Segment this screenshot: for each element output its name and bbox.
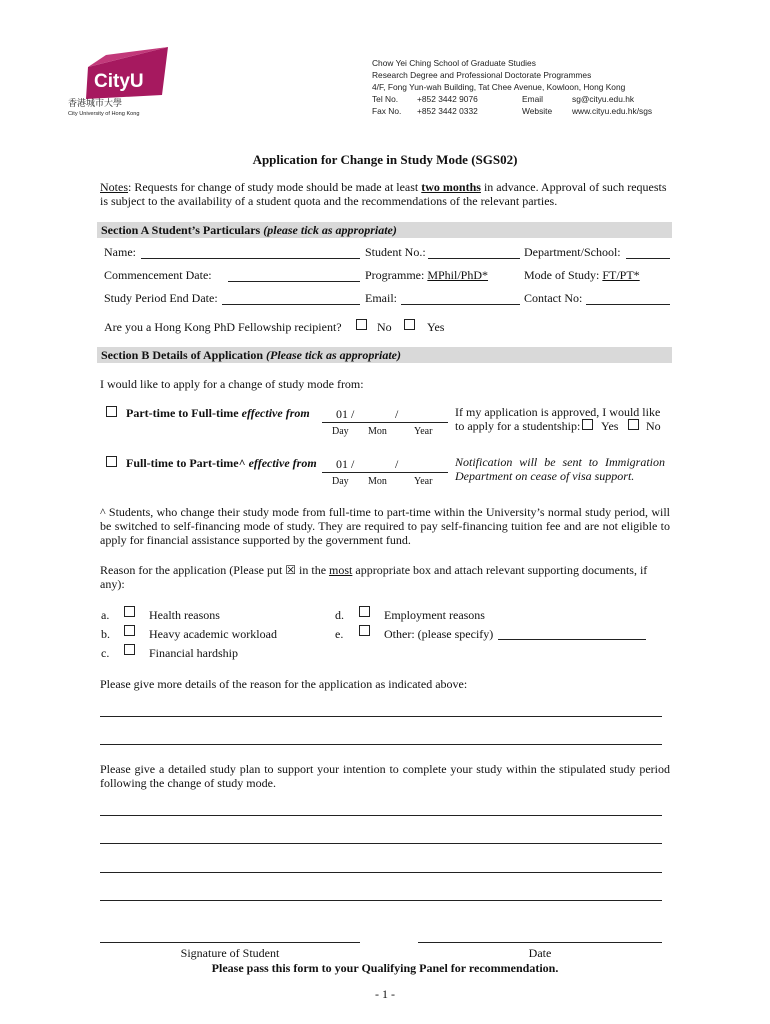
fellowship-yes-label: Yes bbox=[427, 320, 445, 334]
details-line-2[interactable] bbox=[100, 744, 662, 745]
reason-prompt-emphasis: most bbox=[329, 563, 353, 577]
school-address: 4/F, Fong Yun-wah Building, Tat Chee Avenue, Kowloon, Hong Kong bbox=[372, 82, 626, 92]
full-to-part-option bbox=[126, 456, 317, 471]
website-label: Website bbox=[522, 106, 553, 116]
studentship-yes-checkbox[interactable] bbox=[582, 419, 593, 430]
reason-e-letter: e. bbox=[335, 627, 344, 641]
reason-d-letter: d. bbox=[335, 608, 344, 622]
email-label: Email bbox=[522, 94, 543, 104]
email-label: Email: bbox=[365, 291, 397, 305]
reason-health-label: Health reasons bbox=[149, 608, 220, 622]
notes-emphasis: two months bbox=[421, 180, 481, 194]
signature-caption: Signature of Student bbox=[180, 946, 280, 960]
self-financing-footnote: ^ Students, who change their study mode from full-time to part-time within the University’s normal study period, will be switched to self-financing mode of study. They are required to pay self-financing tuition fee and are not eligible to apply for financial assistance supported by the government fund. bbox=[100, 505, 670, 547]
signature-field[interactable] bbox=[100, 942, 360, 943]
programme-label: Programme: bbox=[365, 268, 428, 282]
fax-value: +852 3442 0332 bbox=[417, 106, 478, 116]
fellowship-no-checkbox[interactable] bbox=[356, 319, 367, 330]
fellowship-yes-checkbox[interactable] bbox=[404, 319, 415, 330]
study-plan-line-4[interactable] bbox=[100, 900, 662, 901]
details-line-1[interactable] bbox=[100, 716, 662, 717]
commencement-label: Commencement Date: bbox=[104, 268, 212, 282]
contact-field[interactable] bbox=[586, 304, 670, 305]
notes-label: Notes bbox=[100, 180, 128, 194]
part-to-full-label: Part-time to Full-time bbox=[126, 406, 242, 420]
section-b-title: Section B Details of Application bbox=[101, 348, 267, 362]
study-plan-line-1[interactable] bbox=[100, 815, 662, 816]
email-field[interactable] bbox=[401, 304, 520, 305]
studentship-no-checkbox[interactable] bbox=[628, 419, 639, 430]
page-number: - 1 - bbox=[375, 987, 395, 1001]
svg-text:香港城市大學: 香港城市大學 bbox=[68, 99, 123, 109]
reason-employment-checkbox[interactable] bbox=[359, 606, 370, 617]
tel-label: Tel No. bbox=[372, 94, 399, 104]
section-a-header bbox=[97, 222, 672, 238]
part-to-full-mon-caption: Mon bbox=[368, 426, 387, 437]
fellowship-question: Are you a Hong Kong PhD Fellowship recipient? bbox=[104, 320, 342, 334]
tel-value: +852 3442 9076 bbox=[417, 94, 478, 104]
part-to-full-effective: effective from bbox=[241, 406, 310, 420]
reason-prompt bbox=[100, 563, 655, 591]
contact-label: Contact No: bbox=[524, 291, 583, 305]
school-contact-block bbox=[372, 57, 653, 117]
fax-row bbox=[372, 105, 653, 117]
studentship-yes-label: Yes bbox=[601, 419, 619, 433]
mode-choice[interactable]: FT/PT* bbox=[602, 268, 640, 282]
full-to-part-effective: effective from bbox=[248, 456, 317, 470]
fax-label: Fax No. bbox=[372, 106, 402, 116]
end-date-field[interactable] bbox=[222, 304, 360, 305]
mode-row bbox=[524, 268, 640, 283]
commencement-field[interactable] bbox=[228, 281, 360, 282]
reason-financial-checkbox[interactable] bbox=[124, 644, 135, 655]
programme-office: Research Degree and Professional Doctorate Programmes bbox=[372, 70, 592, 80]
part-to-full-year-caption: Year bbox=[414, 426, 433, 437]
department-label: Department/School: bbox=[524, 245, 621, 259]
student-no-label: Student No.: bbox=[365, 245, 426, 259]
notes-text-1: : Requests for change of study mode should be made at least bbox=[128, 180, 422, 194]
full-to-part-date-separator: / bbox=[395, 457, 399, 471]
section-b-intro: I would like to apply for a change of study mode from: bbox=[100, 377, 364, 391]
full-to-part-mon-caption: Mon bbox=[368, 476, 387, 487]
section-a-title: Section A Student’s Particulars bbox=[101, 223, 264, 237]
svg-text:CityU: CityU bbox=[94, 71, 144, 92]
part-to-full-date-separator: / bbox=[395, 407, 399, 421]
part-to-full-option bbox=[126, 406, 310, 421]
reason-other-specify-field[interactable] bbox=[498, 639, 646, 640]
section-a-instruction: (please tick as appropriate) bbox=[263, 223, 397, 237]
school-name: Chow Yei Ching School of Graduate Studies bbox=[372, 58, 536, 68]
study-plan-prompt: Please give a detailed study plan to support your intention to complete your study within the stipulated study period following the change of study mode. bbox=[100, 762, 670, 790]
email-value[interactable]: sg@cityu.edu.hk bbox=[572, 94, 635, 104]
form-title: Application for Change in Study Mode (SGS02) bbox=[252, 152, 518, 167]
reason-b-letter: b. bbox=[101, 627, 110, 641]
reason-workload-checkbox[interactable] bbox=[124, 625, 135, 636]
notes-text-2: in advance. Approval of such requests is subject to the availability of a student quota and the recommendations of the relevant parties. bbox=[100, 180, 667, 208]
fellowship-no-label: No bbox=[377, 320, 392, 334]
name-field[interactable] bbox=[141, 258, 360, 259]
student-no-field[interactable] bbox=[428, 258, 520, 259]
reason-prompt-text-1: Reason for the application (Please put ☒ in the bbox=[100, 563, 330, 577]
svg-text:City University of Hong Kong: City University of Hong Kong bbox=[68, 111, 140, 117]
website-value[interactable]: www.cityu.edu.hk/sgs bbox=[572, 106, 653, 116]
details-prompt: Please give more details of the reason for the application as indicated above: bbox=[100, 677, 468, 691]
studentship-no-label: No bbox=[646, 419, 661, 433]
programme-row bbox=[365, 268, 488, 283]
reason-workload-label: Heavy academic workload bbox=[149, 627, 277, 641]
tel-row bbox=[372, 93, 635, 105]
full-to-part-label: Full-time to Part-time^ bbox=[126, 456, 249, 470]
mode-label: Mode of Study: bbox=[524, 268, 603, 282]
immigration-note: Notification will be sent to Immigration Department on cease of visa support. bbox=[455, 455, 665, 483]
study-plan-line-3[interactable] bbox=[100, 872, 662, 873]
reason-employment-label: Employment reasons bbox=[384, 608, 485, 622]
part-to-full-date-field[interactable] bbox=[322, 422, 448, 423]
reason-prompt-text-2: appropriate box and attach relevant supporting documents, if any): bbox=[100, 563, 648, 591]
part-to-full-day-caption: Day bbox=[332, 426, 349, 437]
reason-c-letter: c. bbox=[101, 646, 110, 660]
reason-other-label: Other: (please specify) bbox=[384, 627, 494, 641]
study-plan-line-2[interactable] bbox=[100, 843, 662, 844]
part-to-full-checkbox[interactable] bbox=[106, 406, 117, 417]
reason-a-letter: a. bbox=[101, 608, 110, 622]
department-field[interactable] bbox=[626, 258, 670, 259]
full-to-part-checkbox[interactable] bbox=[106, 456, 117, 467]
part-to-full-day-value: 01 / bbox=[336, 407, 355, 421]
reason-health-checkbox[interactable] bbox=[124, 606, 135, 617]
pass-form-note: Please pass this form to your Qualifying Panel for recommendation. bbox=[211, 961, 559, 975]
end-date-label: Study Period End Date: bbox=[104, 291, 218, 305]
full-to-part-day-value: 01 / bbox=[336, 457, 355, 471]
date-caption: Date bbox=[528, 946, 552, 960]
notes-paragraph bbox=[100, 180, 675, 208]
full-to-part-date-field[interactable] bbox=[322, 472, 448, 473]
reason-financial-label: Financial hardship bbox=[149, 646, 238, 660]
section-b-header bbox=[97, 347, 672, 363]
studentship-text: If my application is approved, I would like to apply for a studentship: bbox=[455, 405, 661, 433]
programme-choice[interactable]: MPhil/PhD* bbox=[427, 268, 489, 282]
cityu-logo bbox=[66, 47, 176, 119]
section-b-instruction: (Please tick as appropriate) bbox=[266, 348, 401, 362]
reason-other-checkbox[interactable] bbox=[359, 625, 370, 636]
full-to-part-year-caption: Year bbox=[414, 476, 433, 487]
full-to-part-day-caption: Day bbox=[332, 476, 349, 487]
date-field[interactable] bbox=[418, 942, 662, 943]
name-label: Name: bbox=[104, 245, 136, 259]
